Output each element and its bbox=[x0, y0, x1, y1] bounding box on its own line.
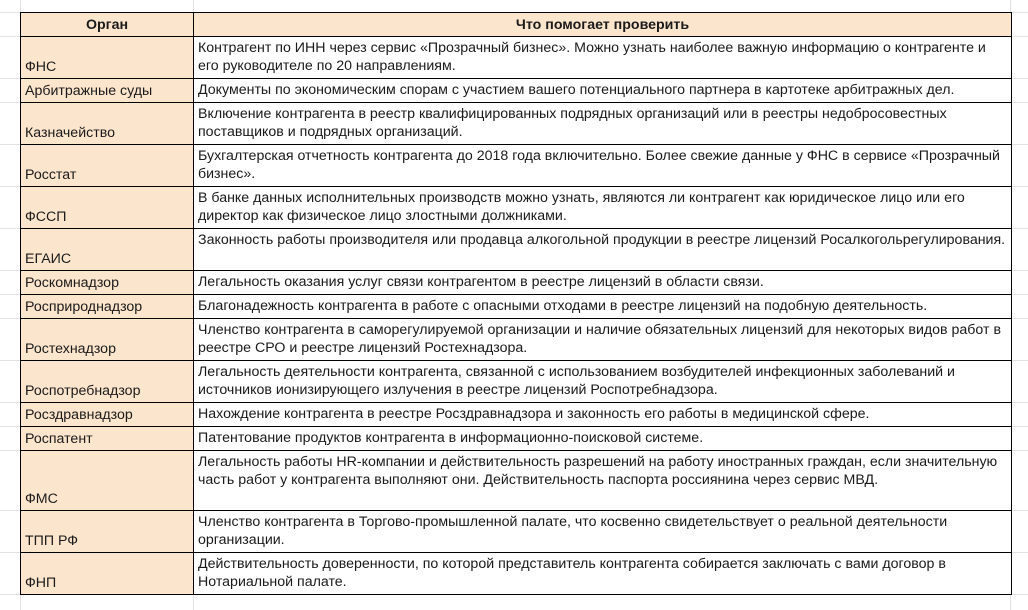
organ-cell[interactable]: Росприроднадзор bbox=[21, 295, 194, 319]
table-row bbox=[21, 271, 1012, 295]
description-cell[interactable]: Контрагент по ИНН через сервис «Прозрачный бизнес». Можно узнать наиболее важную информацию о контрагенте и его руководителе по 20 направлениям. bbox=[194, 37, 1012, 79]
organ-cell[interactable]: Росстат bbox=[21, 145, 194, 187]
description-cell[interactable]: В банке данных исполнительных производств можно узнать, являются ли контрагент как юридическое лицо или его директор как физическое лицо злостными должниками. bbox=[194, 187, 1012, 229]
organ-cell[interactable]: ЕГАИС bbox=[21, 229, 194, 271]
header-cell-organ[interactable]: Орган bbox=[21, 13, 194, 37]
table-row bbox=[21, 511, 1012, 553]
header-cell-what-to-check[interactable]: Что помогает проверить bbox=[194, 13, 1012, 37]
organ-cell[interactable]: Арбитражные суды bbox=[21, 79, 194, 103]
description-cell[interactable]: Документы по экономическим спорам с участием вашего потенциального партнера в картотеке арбитражных дел. bbox=[194, 79, 1012, 103]
verification-table bbox=[20, 12, 1012, 595]
table-row bbox=[21, 37, 1012, 79]
description-cell[interactable]: Легальность деятельности контрагента, связанной с использованием возбудителей инфекционных заболеваний и источников ионизирующего излучения в реестре лицензий Роспотребнадзора. bbox=[194, 361, 1012, 403]
table-row bbox=[21, 361, 1012, 403]
description-cell[interactable]: Включение контрагента в реестр квалифицированных подрядных организаций или в реестры недобросовестных поставщиков и подрядных организаций. bbox=[194, 103, 1012, 145]
organ-cell[interactable]: ФНП bbox=[21, 553, 194, 595]
table-row bbox=[21, 553, 1012, 595]
table-row bbox=[21, 187, 1012, 229]
table-row bbox=[21, 295, 1012, 319]
organ-cell[interactable]: Роскомнадзор bbox=[21, 271, 194, 295]
description-cell[interactable]: Благонадежность контрагента в работе с опасными отходами в реестре лицензий на подобную деятельность. bbox=[194, 295, 1012, 319]
table-body bbox=[21, 37, 1012, 595]
description-cell[interactable]: Законность работы производителя или продавца алкогольной продукции в реестре лицензий Росалкогольрегулирования. bbox=[194, 229, 1012, 271]
organ-cell[interactable]: ФССП bbox=[21, 187, 194, 229]
organ-cell[interactable]: ФНС bbox=[21, 37, 194, 79]
description-cell[interactable]: Членство контрагента в Торгово-промышленной палате, что косвенно свидетельствует о реальной деятельности организации. bbox=[194, 511, 1012, 553]
organ-cell[interactable]: Ростехнадзор bbox=[21, 319, 194, 361]
organ-cell[interactable]: Роспотребнадзор bbox=[21, 361, 194, 403]
table-row bbox=[21, 103, 1012, 145]
header-row bbox=[21, 13, 1012, 37]
table-row bbox=[21, 319, 1012, 361]
table-row bbox=[21, 145, 1012, 187]
table-row bbox=[21, 451, 1012, 511]
description-cell[interactable]: Бухгалтерская отчетность контрагента до 2018 года включительно. Более свежие данные у ФНС в сервисе «Прозрачный бизнес». bbox=[194, 145, 1012, 187]
organ-cell[interactable]: Росздравнадзор bbox=[21, 403, 194, 427]
table-row bbox=[21, 79, 1012, 103]
organ-cell[interactable]: Казначейство bbox=[21, 103, 194, 145]
table-row bbox=[21, 427, 1012, 451]
organ-cell[interactable]: ТПП РФ bbox=[21, 511, 194, 553]
description-cell[interactable]: Патентование продуктов контрагента в информационно-поисковой системе. bbox=[194, 427, 1012, 451]
table-row bbox=[21, 403, 1012, 427]
description-cell[interactable]: Легальность работы HR-компании и действительность разрешений на работу иностранных граждан, если значительную часть работ у контрагента выполняют они. Действительность паспорта россиянина через сервис МВД. bbox=[194, 451, 1012, 511]
description-cell[interactable]: Легальность оказания услуг связи контрагентом в реестре лицензий в области связи. bbox=[194, 271, 1012, 295]
table-row bbox=[21, 229, 1012, 271]
organ-cell[interactable]: Роспатент bbox=[21, 427, 194, 451]
description-cell[interactable]: Нахождение контрагента в реестре Росздравнадзора и законность его работы в медицинской сфере. bbox=[194, 403, 1012, 427]
organ-cell[interactable]: ФМС bbox=[21, 451, 194, 511]
description-cell[interactable]: Действительность доверенности, по которой представитель контрагента собирается заключать с вами договор в Нотариальной палате. bbox=[194, 553, 1012, 595]
description-cell[interactable]: Членство контрагента в саморегулируемой организации и наличие обязательных лицензий для некоторых видов работ в реестре СРО и реестре лицензий Ростехнадзора. bbox=[194, 319, 1012, 361]
